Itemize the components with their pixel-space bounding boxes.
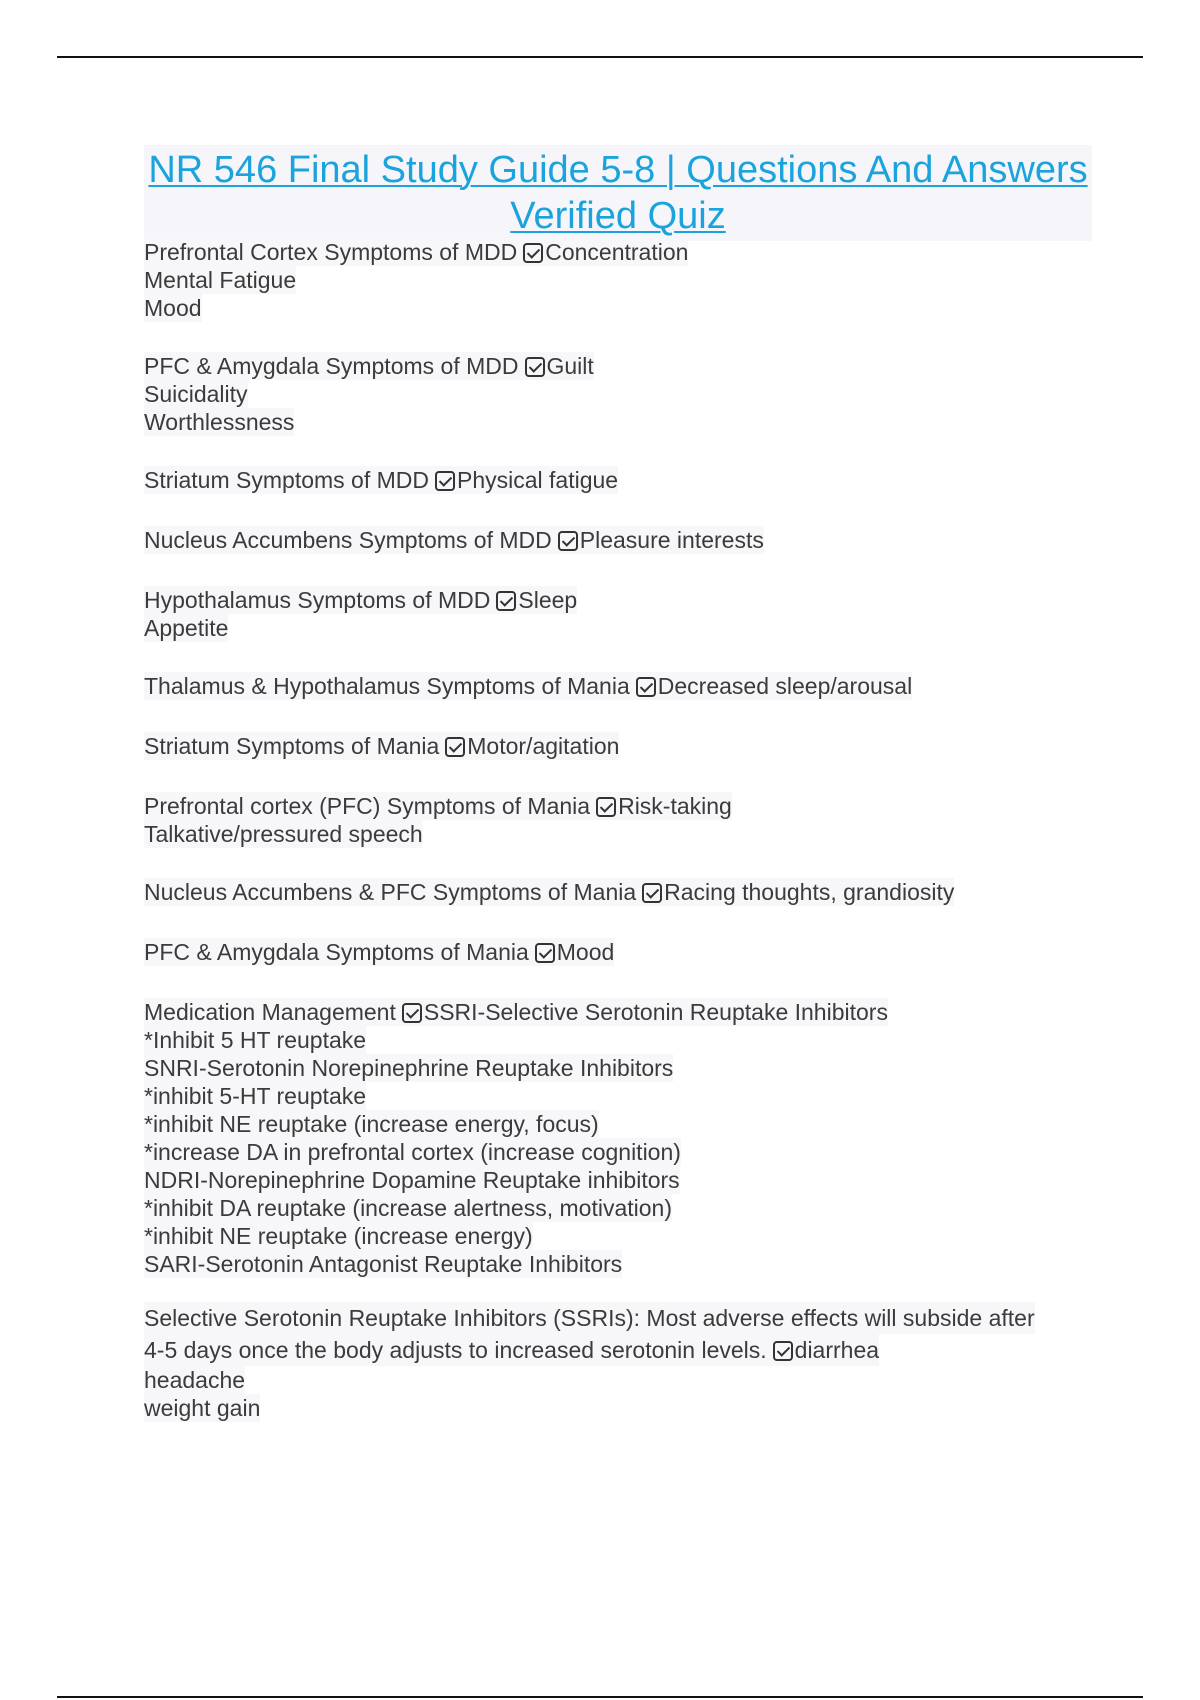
qa-item (144, 1302, 1094, 1422)
question-text: Prefrontal cortex (PFC) Symptoms of Mania (144, 793, 591, 819)
qa-item (144, 938, 1094, 966)
answer-text: Motor/agitation (467, 733, 620, 759)
qa-line (144, 998, 888, 1026)
answer-line: Mood (144, 295, 202, 321)
answer-line: *Inhibit 5 HT reuptake (144, 1027, 367, 1053)
qa-item (144, 878, 1094, 906)
answer-text: Sleep (518, 587, 578, 613)
answer-text: SSRI-Selective Serotonin Reuptake Inhibitors (423, 999, 888, 1025)
qa-item (144, 238, 1094, 322)
answer-text: Physical fatigue (457, 467, 619, 493)
answer-text: Decreased sleep/arousal (657, 673, 913, 699)
question-text: Medication Management (144, 999, 396, 1025)
question-text: Thalamus & Hypothalamus Symptoms of Mania (144, 673, 630, 699)
answer-text: Concentration (545, 239, 689, 265)
qa-line (144, 938, 614, 966)
answer-line: Appetite (144, 615, 229, 641)
check-icon (642, 883, 662, 903)
check-icon (773, 1341, 793, 1361)
qa-list (144, 238, 1094, 1422)
answer-line: NDRI-Norepinephrine Dopamine Reuptake inhibitors (144, 1167, 680, 1193)
question-text: Prefrontal Cortex Symptoms of MDD (144, 239, 518, 265)
question-text: Striatum Symptoms of Mania (144, 733, 440, 759)
answer-text: Pleasure interests (579, 527, 764, 553)
answer-text: Racing thoughts, grandiosity (664, 879, 955, 905)
bottom-rule (57, 1696, 1143, 1698)
answer-line: Talkative/pressured speech (144, 821, 423, 847)
qa-line (144, 238, 688, 266)
answer-line: *increase DA in prefrontal cortex (increase cognition) (144, 1139, 681, 1165)
question-text: 4-5 days once the body adjusts to increased serotonin levels. (144, 1337, 767, 1363)
check-icon (535, 943, 555, 963)
qa-line (144, 792, 732, 820)
question-text: Hypothalamus Symptoms of MDD (144, 587, 491, 613)
check-icon (525, 357, 545, 377)
qa-item (144, 586, 1094, 642)
check-icon (636, 677, 656, 697)
question-line: Selective Serotonin Reuptake Inhibitors (SSRIs): Most adverse effects will subside after (144, 1302, 1035, 1334)
qa-item (144, 526, 1094, 554)
answer-line: *inhibit DA reuptake (increase alertness, motivation) (144, 1195, 672, 1221)
qa-item (144, 998, 1094, 1278)
answer-line: Worthlessness (144, 409, 295, 435)
question-text: PFC & Amygdala Symptoms of MDD (144, 353, 519, 379)
qa-line (144, 1334, 879, 1366)
qa-line (144, 526, 764, 554)
question-text: Nucleus Accumbens Symptoms of MDD (144, 527, 552, 553)
answer-text: Risk-taking (618, 793, 732, 819)
check-icon (496, 591, 516, 611)
qa-item (144, 792, 1094, 848)
qa-line (144, 586, 577, 614)
answer-line: *inhibit NE reuptake (increase energy, focus) (144, 1111, 599, 1137)
qa-item (144, 672, 1094, 700)
top-rule (57, 56, 1143, 58)
check-icon (596, 797, 616, 817)
question-text: Nucleus Accumbens & PFC Symptoms of Mania (144, 879, 637, 905)
answer-line: headache (144, 1367, 246, 1393)
answer-line: *inhibit NE reuptake (increase energy) (144, 1223, 533, 1249)
qa-line (144, 732, 619, 760)
qa-line (144, 466, 618, 494)
question-text: Striatum Symptoms of MDD (144, 467, 429, 493)
qa-line (144, 672, 912, 700)
qa-item (144, 352, 1094, 436)
qa-line (144, 878, 954, 906)
answer-text: Guilt (546, 353, 594, 379)
check-icon (402, 1003, 422, 1023)
check-icon (435, 471, 455, 491)
question-text: PFC & Amygdala Symptoms of Mania (144, 939, 529, 965)
qa-line (144, 352, 594, 380)
answer-line: Mental Fatigue (144, 267, 297, 293)
check-icon (558, 531, 578, 551)
answer-line: Suicidality (144, 381, 248, 407)
check-icon (523, 243, 543, 263)
answer-line: SARI-Serotonin Antagonist Reuptake Inhibitors (144, 1251, 623, 1277)
answer-line: SNRI-Serotonin Norepinephrine Reuptake Inhibitors (144, 1055, 674, 1081)
answer-text: diarrhea (794, 1337, 880, 1363)
document-title-link[interactable]: NR 546 Final Study Guide 5-8 | Questions And Answers Verified Quiz (148, 149, 1088, 237)
check-icon (445, 737, 465, 757)
qa-item (144, 466, 1094, 494)
answer-text: Mood (556, 939, 615, 965)
qa-item (144, 732, 1094, 760)
answer-line: weight gain (144, 1395, 261, 1421)
title-box (144, 145, 1092, 241)
answer-line: *inhibit 5-HT reuptake (144, 1083, 367, 1109)
